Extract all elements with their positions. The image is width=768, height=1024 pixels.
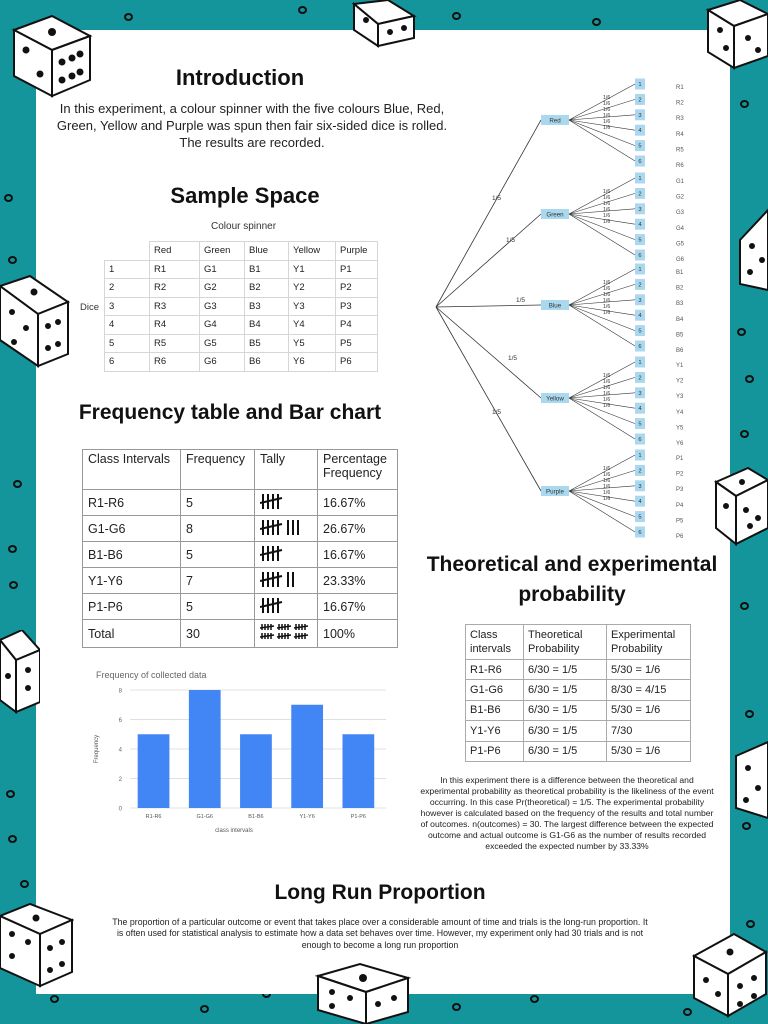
table-cell: B1-B6 bbox=[466, 700, 524, 720]
table-header: Class Intervals bbox=[83, 450, 181, 490]
table-cell: Y4 bbox=[289, 316, 336, 335]
table-cell: P1 bbox=[336, 260, 378, 279]
table-cell: G1 bbox=[200, 260, 245, 279]
chart-title: Frequency of collected data bbox=[96, 670, 207, 680]
tally-cell bbox=[255, 490, 318, 516]
number-node-label: 3 bbox=[638, 390, 642, 397]
bar bbox=[291, 705, 323, 808]
table-header: Purple bbox=[336, 242, 378, 261]
number-node-label: 2 bbox=[638, 97, 642, 104]
color-node-label: Purple bbox=[546, 488, 564, 496]
table-cell: Y5 bbox=[289, 334, 336, 353]
branch-probability: 1/6 bbox=[603, 125, 611, 131]
frequency-title: Frequency table and Bar chart bbox=[78, 401, 382, 424]
table-header-line: Theoretical bbox=[528, 628, 583, 641]
y-tick-label: 0 bbox=[118, 806, 122, 813]
tree-branch bbox=[569, 486, 635, 491]
table-header: Green bbox=[200, 242, 245, 261]
outcome-label: Y2 bbox=[676, 378, 684, 385]
number-node-label: 2 bbox=[638, 282, 642, 289]
branch-probability: 1/6 bbox=[603, 195, 611, 201]
tree-branch bbox=[436, 307, 541, 491]
number-node-label: 5 bbox=[638, 143, 642, 150]
tree-branch bbox=[569, 362, 635, 398]
branch-probability: 1/6 bbox=[603, 496, 611, 502]
table-cell: G1-G6 bbox=[83, 516, 181, 542]
outcome-label: Y6 bbox=[676, 441, 684, 447]
table-cell: P2 bbox=[336, 279, 378, 298]
tree-branch bbox=[569, 491, 635, 501]
branch-probability: 1/6 bbox=[603, 391, 611, 397]
number-node-label: 3 bbox=[638, 206, 642, 213]
tree-branch bbox=[569, 398, 635, 408]
table-cell: 5 bbox=[181, 594, 255, 620]
outcome-label: G5 bbox=[676, 241, 685, 248]
table-cell: 8/30 = 4/15 bbox=[607, 680, 691, 700]
branch-probability: 1/6 bbox=[603, 292, 611, 298]
tally-cell bbox=[255, 594, 318, 620]
table-cell: 100% bbox=[318, 620, 398, 648]
tree-branch bbox=[569, 84, 635, 120]
table-cell: 8 bbox=[181, 516, 255, 542]
tree-branch bbox=[569, 115, 635, 120]
branch-probability: 1/6 bbox=[603, 385, 611, 391]
table-cell: 5 bbox=[181, 490, 255, 516]
dice-icon bbox=[690, 930, 768, 1020]
tree-branch bbox=[569, 120, 635, 161]
table-row bbox=[466, 680, 691, 700]
table-cell: 4 bbox=[105, 316, 150, 335]
branch-probability: 1/6 bbox=[603, 490, 611, 496]
table-cell: 30 bbox=[181, 620, 255, 648]
table-cell: 1 bbox=[105, 260, 150, 279]
table-cell: P3 bbox=[336, 297, 378, 316]
number-node-label: 6 bbox=[638, 159, 642, 165]
table-row bbox=[466, 660, 691, 680]
tally-cell bbox=[255, 568, 318, 594]
probability-table bbox=[465, 624, 691, 762]
table-header-line: Probability bbox=[528, 643, 580, 655]
outcome-label: G6 bbox=[676, 257, 685, 263]
branch-probability: 1/6 bbox=[603, 304, 611, 310]
table-cell: G4 bbox=[200, 316, 245, 335]
table-cell: 5/30 = 1/6 bbox=[607, 660, 691, 680]
dice-row-label: Dice bbox=[80, 302, 100, 313]
sample-space-caption: Colour spinner bbox=[211, 221, 277, 232]
tree-branch bbox=[569, 305, 635, 315]
frequency-table bbox=[82, 449, 398, 648]
number-node-label: 6 bbox=[638, 437, 642, 443]
table-cell: R1-R6 bbox=[83, 490, 181, 516]
table-header: Red bbox=[150, 242, 200, 261]
table-row bbox=[83, 568, 398, 594]
number-node-label: 3 bbox=[638, 112, 642, 119]
tree-branch bbox=[569, 398, 635, 424]
table-header: Blue bbox=[245, 242, 289, 261]
table-cell bbox=[105, 242, 150, 261]
table-header-line: Class bbox=[470, 628, 498, 641]
tally-marks bbox=[260, 518, 310, 536]
branch-probability: 1/5 bbox=[492, 409, 502, 416]
table-header bbox=[607, 625, 691, 660]
tree-branch bbox=[569, 393, 635, 398]
branch-probability: 1/6 bbox=[603, 219, 611, 225]
branch-probability: 1/6 bbox=[603, 280, 611, 286]
outcome-label: Y3 bbox=[676, 394, 684, 401]
branch-probability: 1/6 bbox=[603, 107, 611, 113]
table-header-line: Experimental bbox=[611, 628, 676, 641]
branch-probability: 1/6 bbox=[603, 397, 611, 403]
tally-marks bbox=[260, 622, 312, 642]
table-header: Tally bbox=[255, 450, 318, 490]
tally-marks bbox=[260, 544, 310, 562]
number-node-label: 2 bbox=[638, 191, 642, 198]
branch-probability: 1/6 bbox=[603, 207, 611, 213]
branch-probability: 1/5 bbox=[492, 195, 502, 202]
outcome-label: P4 bbox=[676, 502, 684, 509]
outcome-label: P2 bbox=[676, 471, 684, 478]
sample-space-title: Sample Space bbox=[170, 183, 320, 208]
outcome-label: R2 bbox=[676, 100, 684, 107]
branch-probability: 1/6 bbox=[603, 298, 611, 304]
probability-explanation: In this experiment there is a difference between the theoretical and experimental probability as theoretical probability is the likeliness of the event occurring. In this case Pr(theoretical) = 1/5. The experimental probability however is calculated based on the frequency of the results and total number of outcomes. n(outcomes) = 30. The largest difference between the expected outcome and actual outcome is G1-G6 as the number of results recorded exceeded the expected number by 33.33% bbox=[420, 775, 714, 851]
table-cell: P1-P6 bbox=[466, 741, 524, 761]
color-node-label: Yellow bbox=[546, 395, 564, 403]
table-row bbox=[105, 334, 378, 353]
table-cell: B2 bbox=[245, 279, 289, 298]
tree-branch bbox=[569, 214, 635, 255]
outcome-label: G4 bbox=[676, 225, 685, 232]
tally-marks bbox=[260, 570, 310, 588]
x-tick-label: R1-R6 bbox=[145, 814, 162, 820]
dice-icon bbox=[700, 0, 768, 72]
tree-branch bbox=[569, 491, 635, 517]
dice-icon bbox=[712, 462, 768, 548]
table-cell: R4 bbox=[150, 316, 200, 335]
table-header: Frequency bbox=[181, 450, 255, 490]
table-cell: 5 bbox=[105, 334, 150, 353]
branch-probability: 1/6 bbox=[603, 95, 611, 101]
table-row bbox=[466, 741, 691, 761]
outcome-label: R4 bbox=[676, 131, 684, 138]
number-node-label: 6 bbox=[638, 530, 642, 536]
table-cell: 23.33% bbox=[318, 568, 398, 594]
table-cell: R3 bbox=[150, 297, 200, 316]
outcome-label: Y1 bbox=[676, 363, 684, 369]
tree-branch bbox=[569, 305, 635, 331]
x-tick-label: B1-B6 bbox=[248, 814, 264, 820]
branch-probability: 1/6 bbox=[603, 373, 611, 379]
number-node-label: 4 bbox=[638, 313, 642, 320]
table-row bbox=[83, 516, 398, 542]
intro-text: In this experiment, a colour spinner with the five colours Blue, Red, Green, Yellow and Purple was spun then fair six-sided dice is rolled. The results are recorded. bbox=[56, 101, 448, 150]
table-cell: 26.67% bbox=[318, 516, 398, 542]
tree-diagram bbox=[430, 72, 700, 542]
table-row bbox=[105, 316, 378, 335]
branch-probability: 1/6 bbox=[603, 310, 611, 316]
dice-icon bbox=[0, 10, 95, 100]
branch-probability: 1/6 bbox=[603, 478, 611, 484]
tree-branch bbox=[569, 377, 635, 398]
table-cell: R6 bbox=[150, 353, 200, 372]
dice-icon bbox=[0, 630, 40, 716]
outcome-label: B6 bbox=[676, 348, 684, 354]
outcome-label: P6 bbox=[676, 534, 684, 540]
table-header-line: intervals bbox=[470, 643, 511, 655]
dice-icon bbox=[308, 962, 414, 1024]
table-row bbox=[466, 700, 691, 720]
table-cell: 2 bbox=[105, 279, 150, 298]
bar bbox=[138, 734, 170, 808]
tally-cell bbox=[255, 620, 318, 648]
table-cell: 6/30 = 1/5 bbox=[524, 721, 607, 741]
number-node-label: 1 bbox=[638, 453, 642, 459]
branch-probability: 1/5 bbox=[516, 297, 526, 304]
table-cell: 16.67% bbox=[318, 594, 398, 620]
table-cell: G6 bbox=[200, 353, 245, 372]
number-node-label: 1 bbox=[638, 360, 642, 366]
tree-branch bbox=[569, 120, 635, 130]
dice-icon bbox=[0, 272, 74, 370]
outcome-label: P3 bbox=[676, 487, 684, 494]
intro-title: Introduction bbox=[175, 65, 305, 90]
number-node-label: 1 bbox=[638, 267, 642, 273]
number-node-label: 2 bbox=[638, 375, 642, 382]
tree-branch bbox=[436, 307, 541, 398]
probability-title-line1: Theoretical and experimental bbox=[426, 553, 718, 576]
x-tick-label: P1-P6 bbox=[350, 814, 367, 820]
table-cell: Total bbox=[83, 620, 181, 648]
color-node-label: Green bbox=[546, 211, 564, 219]
color-node-label: Blue bbox=[548, 302, 562, 310]
tree-branch bbox=[569, 470, 635, 491]
table-cell: B3 bbox=[245, 297, 289, 316]
sample-space-table bbox=[104, 241, 378, 372]
tree-branch bbox=[569, 300, 635, 305]
number-node-label: 5 bbox=[638, 328, 642, 335]
branch-probability: 1/6 bbox=[603, 484, 611, 490]
tally-marks bbox=[260, 596, 310, 614]
table-cell: 7/30 bbox=[607, 721, 691, 741]
table-row bbox=[105, 297, 378, 316]
dice-icon bbox=[736, 200, 768, 296]
table-cell: Y1-Y6 bbox=[83, 568, 181, 594]
number-node-label: 5 bbox=[638, 237, 642, 244]
table-cell: B1-B6 bbox=[83, 542, 181, 568]
branch-probability: 1/6 bbox=[603, 101, 611, 107]
outcome-label: P5 bbox=[676, 518, 684, 525]
branch-probability: 1/6 bbox=[603, 472, 611, 478]
table-cell: G5 bbox=[200, 334, 245, 353]
tree-branch bbox=[569, 398, 635, 439]
probability-title-line2: probability bbox=[518, 583, 626, 606]
y-axis-label: Frequency bbox=[94, 734, 100, 764]
table-cell: B4 bbox=[245, 316, 289, 335]
table-cell: 7 bbox=[181, 568, 255, 594]
tree-branch bbox=[569, 305, 635, 346]
number-node-label: 4 bbox=[638, 222, 642, 229]
tally-cell bbox=[255, 542, 318, 568]
long-run-text: The proportion of a particular outcome or event that takes place over a considerable amount of time and trials is the long-run proportion. It is often used for statistical analysis to estimate how a data set behaves over time. However, my experiment only had 30 trials and is not enough to become a long run proportion bbox=[112, 917, 648, 950]
table-cell: 16.67% bbox=[318, 490, 398, 516]
table-cell: Y2 bbox=[289, 279, 336, 298]
number-node-label: 3 bbox=[638, 483, 642, 490]
table-cell: Y1-Y6 bbox=[466, 721, 524, 741]
number-node-label: 4 bbox=[638, 128, 642, 135]
number-node-label: 1 bbox=[638, 82, 642, 88]
number-node-label: 2 bbox=[638, 468, 642, 475]
x-axis-label: class intervals bbox=[215, 828, 253, 834]
dice-icon bbox=[348, 0, 418, 48]
dice-icon bbox=[730, 738, 768, 822]
outcome-label: B3 bbox=[676, 301, 684, 308]
table-row bbox=[105, 353, 378, 372]
outcome-label: B4 bbox=[676, 316, 684, 323]
table-cell: G2 bbox=[200, 279, 245, 298]
table-cell: G1-G6 bbox=[466, 680, 524, 700]
outcome-label: B5 bbox=[676, 332, 684, 339]
tree-branch bbox=[569, 214, 635, 224]
number-node-label: 4 bbox=[638, 499, 642, 506]
table-cell: B6 bbox=[245, 353, 289, 372]
branch-probability: 1/6 bbox=[603, 113, 611, 119]
table-cell: 5 bbox=[181, 542, 255, 568]
outcome-label: B2 bbox=[676, 285, 684, 292]
tree-branch bbox=[569, 455, 635, 491]
outcome-label: B1 bbox=[676, 270, 684, 276]
y-tick-label: 2 bbox=[118, 777, 122, 783]
outcome-label: G1 bbox=[676, 179, 685, 185]
table-header: Percentage Frequency bbox=[318, 450, 398, 490]
table-row bbox=[83, 594, 398, 620]
x-tick-label: Y1-Y6 bbox=[299, 814, 315, 820]
branch-probability: 1/5 bbox=[508, 355, 518, 362]
x-tick-label: G1-G6 bbox=[196, 814, 214, 820]
y-tick-label: 6 bbox=[118, 718, 122, 724]
number-node-label: 5 bbox=[638, 421, 642, 428]
branch-probability: 1/5 bbox=[506, 237, 516, 244]
tally-cell bbox=[255, 516, 318, 542]
tree-branch bbox=[569, 284, 635, 305]
table-cell: R1 bbox=[150, 260, 200, 279]
bar bbox=[342, 734, 374, 808]
table-cell: P4 bbox=[336, 316, 378, 335]
tree-branch bbox=[569, 99, 635, 120]
table-cell: R2 bbox=[150, 279, 200, 298]
outcome-label: P1 bbox=[676, 456, 684, 462]
table-cell: 6/30 = 1/5 bbox=[524, 680, 607, 700]
branch-probability: 1/6 bbox=[603, 119, 611, 125]
outcome-label: R1 bbox=[676, 85, 684, 91]
table-cell: R5 bbox=[150, 334, 200, 353]
table-cell: 5/30 = 1/6 bbox=[607, 700, 691, 720]
tree-branch bbox=[569, 269, 635, 305]
table-cell: R1-R6 bbox=[466, 660, 524, 680]
tree-branch bbox=[436, 214, 541, 307]
tally-marks bbox=[260, 492, 310, 510]
outcome-label: Y5 bbox=[676, 425, 684, 432]
branch-probability: 1/6 bbox=[603, 201, 611, 207]
dice-icon bbox=[0, 898, 74, 990]
table-row bbox=[105, 260, 378, 279]
outcome-label: R3 bbox=[676, 116, 684, 123]
table-row bbox=[83, 490, 398, 516]
number-node-label: 6 bbox=[638, 253, 642, 259]
table-cell: P6 bbox=[336, 353, 378, 372]
tree-branch bbox=[569, 193, 635, 214]
table-row bbox=[105, 279, 378, 298]
branch-probability: 1/6 bbox=[603, 403, 611, 409]
tree-branch bbox=[436, 120, 541, 307]
tree-branch bbox=[569, 214, 635, 240]
branch-probability: 1/6 bbox=[603, 286, 611, 292]
color-node-label: Red bbox=[549, 117, 561, 125]
table-row bbox=[466, 721, 691, 741]
number-node-label: 6 bbox=[638, 344, 642, 350]
long-run-title: Long Run Proportion bbox=[274, 881, 486, 904]
table-header-line: Probability bbox=[611, 643, 663, 655]
table-header bbox=[466, 625, 524, 660]
table-cell: B5 bbox=[245, 334, 289, 353]
branch-probability: 1/6 bbox=[603, 189, 611, 195]
y-tick-label: 8 bbox=[118, 688, 122, 695]
table-header: Yellow bbox=[289, 242, 336, 261]
table-cell: 3 bbox=[105, 297, 150, 316]
table-cell: Y1 bbox=[289, 260, 336, 279]
table-cell: G3 bbox=[200, 297, 245, 316]
table-cell: 5/30 = 1/6 bbox=[607, 741, 691, 761]
table-cell: 6/30 = 1/5 bbox=[524, 700, 607, 720]
outcome-label: R6 bbox=[676, 163, 684, 169]
outcome-label: Y4 bbox=[676, 409, 684, 416]
table-cell: P5 bbox=[336, 334, 378, 353]
tree-branch bbox=[569, 178, 635, 214]
number-node-label: 4 bbox=[638, 406, 642, 413]
tree-branch bbox=[436, 305, 541, 307]
table-cell: P1-P6 bbox=[83, 594, 181, 620]
table-cell: 16.67% bbox=[318, 542, 398, 568]
table-cell: 6/30 = 1/5 bbox=[524, 741, 607, 761]
branch-probability: 1/6 bbox=[603, 466, 611, 472]
table-cell: Y3 bbox=[289, 297, 336, 316]
table-cell: B1 bbox=[245, 260, 289, 279]
frequency-bar-chart bbox=[86, 662, 394, 840]
outcome-label: R5 bbox=[676, 147, 684, 154]
tree-branch bbox=[569, 209, 635, 214]
branch-probability: 1/6 bbox=[603, 379, 611, 385]
table-row bbox=[83, 542, 398, 568]
table-cell: 6/30 = 1/5 bbox=[524, 660, 607, 680]
outcome-label: G3 bbox=[676, 210, 685, 217]
outcome-label: G2 bbox=[676, 194, 685, 201]
y-tick-label: 4 bbox=[118, 747, 122, 754]
bar bbox=[240, 734, 272, 808]
branch-probability: 1/6 bbox=[603, 213, 611, 219]
number-node-label: 1 bbox=[638, 176, 642, 182]
bar bbox=[189, 690, 221, 808]
table-cell: 6 bbox=[105, 353, 150, 372]
tree-branch bbox=[569, 491, 635, 532]
table-row bbox=[83, 620, 398, 648]
table-header bbox=[524, 625, 607, 660]
table-cell: Y6 bbox=[289, 353, 336, 372]
tree-branch bbox=[569, 120, 635, 146]
number-node-label: 3 bbox=[638, 297, 642, 304]
number-node-label: 5 bbox=[638, 514, 642, 521]
